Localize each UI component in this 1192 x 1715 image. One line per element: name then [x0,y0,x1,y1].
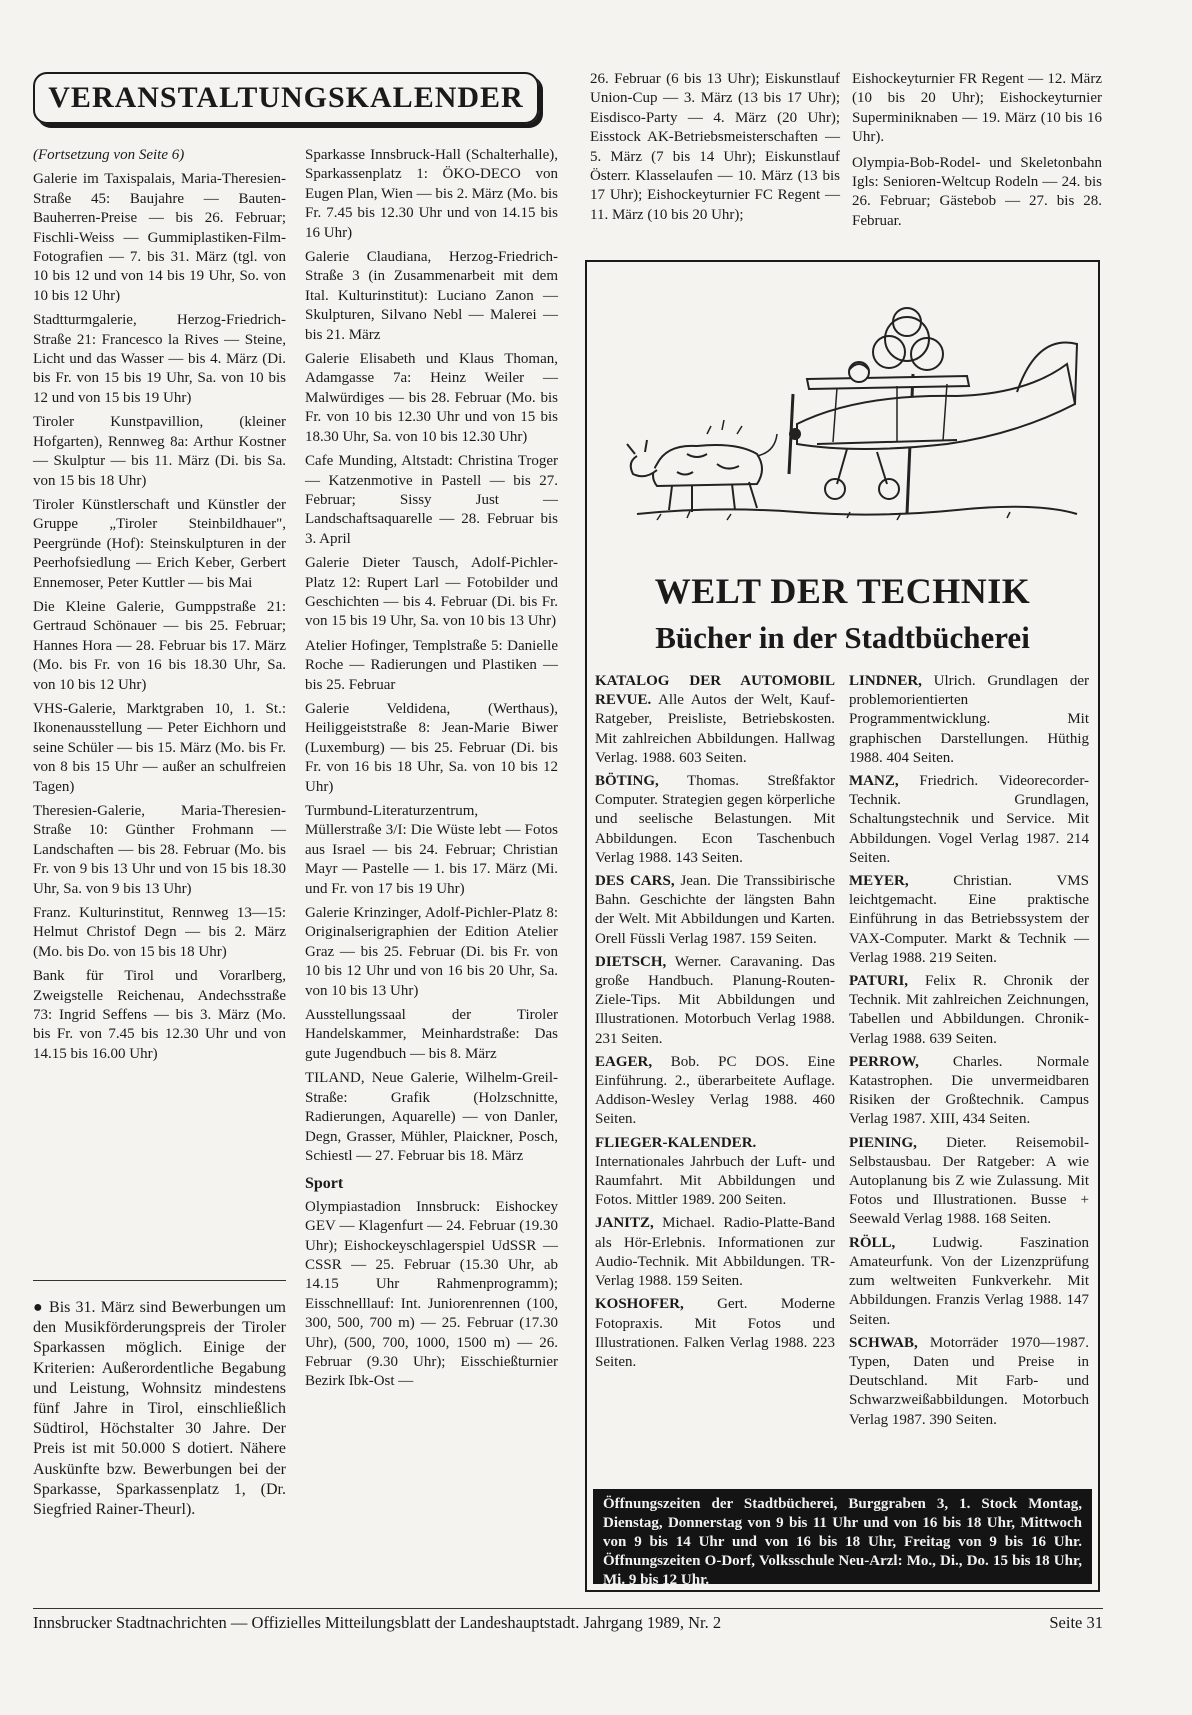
advert-subheadline: Bücher in der Stadtbücherei [655,620,1030,655]
calendar-entry: Theresien-Galerie, Maria-Theresien-Straße 10: Günther Frohmann — Landschaften — bis 28. Februar (Mo. bis Fr. von 9 bis 13 Uhr und von 15 bis 18.30 Uhr, Sa. von 9 bis 13 Uhr) [33,803,286,897]
footer-divider [33,1608,1103,1609]
book-description: Thomas. Streßfaktor Computer. Strategien gegen körperliche und seelische Belastungen. Mit Abbildungen. Econ Taschenbuch Verlag 1988. 143 Seiten. [595,773,835,866]
calendar-entry: Tiroler Künstlerschaft und Künstler der Gruppe „Tiroler Steinbildhauer", Peergründe (Hof): Steinskulpturen in der Peerhofsiedlung — Erich Keber, Gerbert Ennemoser, Peter Kuttler — bis Mai [33,496,286,591]
calendar-entry: VHS-Galerie, Marktgraben 10, 1. St.: Ikonenausstellung — Peter Eichhorn und seine Schüler — bis 15. März (Mo. bis Fr. von 8 bis 15 Uhr — außer an schulfreien Tagen) [33,700,286,795]
book-entry [849,1134,1089,1230]
calendar-entry: TILAND, Neue Galerie, Wilhelm-Greil-Straße: Grafik (Holzschnitte, Radierungen, Aquarelle) — von Danler, Degn, Grasser, Mühler, Plaickner, Posch, Schiestl — 27. Februar bis 18. März [305,1070,558,1164]
book-author: LINDNER, [849,673,922,689]
calendar-entry: Atelier Hofinger, Templstraße 5: Danielle Roche — Radierungen und Plastiken — bis 25. Februar [305,637,558,693]
book-author: KATALOG DER AUTOMOBIL REVUE. [595,673,835,709]
book-author: SCHWAB, [849,1334,918,1351]
column-divider [33,1280,286,1281]
book-entry [849,1234,1089,1330]
book-description: Motorräder 1970—1987. Typen, Daten und Preise in Deutschland. Mit Farb- und Schwarzweißabbildungen. Motorbuch Verlag 1987. 390 Seiten. [849,1334,1089,1428]
book-description: Bob. PC DOS. Eine Einführung. 2., überarbeitete Auflage. Addison-Wesley Verlag 1988. 460 Seiten. [595,1053,835,1128]
book-list-left [595,672,835,1376]
book-author: EAGER, [595,1053,653,1070]
book-entry [849,1334,1089,1430]
book-author: DIETSCH, [595,953,667,970]
book-entry [849,772,1089,868]
book-entry [849,1053,1089,1130]
book-entry [595,1214,835,1291]
book-author: RÖLL, [849,1234,896,1251]
calendar-entry: Cafe Munding, Altstadt: Christina Troger — Katzenmotive in Pastell — bis 27. Februar; Sissy Just — Landschaftsaquarelle — 28. Februar bis 3. April [305,453,558,547]
sport-entry: Olympia-Bob-Rodel- und Skeletonbahn Igls: Senioren-Weltcup Rodeln — 24. bis 26. Februar; Gästebob — 27. bis 28. Februar. [852,154,1102,229]
calendar-entry: Turmbund-Literaturzentrum, Müllerstraße 3/I: Die Wüste lebt — Fotos aus Israel — bis 24. Februar; Christian Mayr — Pastelle — 1. bis 17. März (Mi. und Fr. von 17 bis 19 Uhr) [305,803,558,897]
book-author: JANITZ, [595,1215,654,1232]
music-prize-notice [33,1298,286,1520]
calendar-entry: Ausstellungssaal der Tiroler Handelskammer, Meinhardstraße: Das gute Jugendbuch — bis 8. März [305,1007,558,1062]
sport-entry: 26. Februar (6 bis 13 Uhr); Eiskunstlauf Union-Cup — 3. März (13 bis 17 Uhr); Eisdisco-Party — 4. März (20 Uhr); Eisstock AK-Betriebsmeisterschaften — 5. März (7 bis 14 Uhr); Eiskunstlauf Österr. Klasselaufen — 10. März (13 bis 17 Uhr); Eishockeyturnier FC Regent — 11. März (10 bis 20 Uhr); [590,71,840,223]
book-author: PATURI, [849,973,909,990]
calendar-column-2 [305,146,558,1397]
calendar-entry: Stadtturmgalerie, Herzog-Friedrich-Straße 21: Francesco la Rives — Steine, Licht und das Wasser — bis 4. März (Di. bis Fr. von 15 bis 19 Uhr, Sa. von 10 bis 12 und von 15 bis 19 Uhr) [33,312,286,406]
library-advert [585,260,1100,1592]
book-description: Internationales Jahrbuch der Luft- und Raumfahrt. Mit Abbildungen und Fotos. Mittler 1989. 200 Seiten. [595,1153,835,1209]
calendar-entry: Galerie im Taxispalais, Maria-Theresien-Straße 45: Baujahre — Bauten-Bauherren-Preise — bis 26. Februar; Fischli-Weiss — Gummiplastiken-Film-Fotografien — 7. bis 31. März (tgl. von 10 bis 12 und von 14 bis 19 Uhr, So. von 10 bis 12 Uhr) [33,171,286,304]
book-author: MANZ, [849,773,899,790]
calendar-column-3 [590,70,840,231]
book-description: Werner. Caravaning. Das große Handbuch. Planung-Routen-Ziele-Tips. Mit Abbildungen und Illustrationen. Motorbuch Verlag 1988. 231 Seiten. [595,953,835,1047]
book-entry [849,972,1089,1049]
book-entry [595,953,835,1049]
book-description: Jean. Die Transsibirische Bahn. Geschichte der längsten Bahn der Welt. Mit Abbildungen und Karten. Orell Füssli Verlag 1987. 159 Seiten. [595,873,835,947]
continuation-note: (Fortsetzung von Seite 6) [33,147,185,163]
book-entry [595,672,835,768]
book-entry [849,672,1089,768]
book-author: PERROW, [849,1053,919,1070]
book-description: Friedrich. Videorecorder-Technik. Grundlagen, Schaltungstechnik und Service. Mit Abbildungen. Vogel Verlag 1987. 214 Seiten. [849,773,1090,866]
book-description: Dieter. Reisemobil-Selbstausbau. Der Ratgeber: A wie Autoplanung bis Z wie Zulassung. Mit Fotos und Illustrationen. Busse + Seewald Verlag 1988. 168 Seiten. [849,1134,1089,1228]
book-author: MEYER, [849,873,909,890]
sport-entry: Eishockeyturnier FR Regent — 12. März (10 bis 20 Uhr); Eishockeyturnier Superminiknaben — 19. März (10 bis 16 Uhr). [852,71,1102,146]
calendar-title-box [33,72,539,124]
calendar-entry: Galerie Krinzinger, Adolf-Pichler-Platz 8: Originalserigraphien der Edition Atelier Graz — bis 25. Februar (Di. bis Fr. von 10 bis 12 Uhr und von 16 bis 20 Uhr, Sa. von 10 bis 13 Uhr) [305,905,558,999]
book-list-right [849,672,1089,1434]
library-opening-hours: Öffnungszeiten der Stadtbücherei, Burggraben 3, 1. Stock Montag, Dienstag, Donnerstag von 9 bis 11 Uhr und von 16 bis 18 Uhr, Mittwoch von 9 bis 14 Uhr und von 16 bis 18 Uhr, Freitag von 9 bis 16 Uhr. Öffnungszeiten O-Dorf, Volksschule Neu-Arzl: Mo., Di., Do. 15 bis 18 Uhr, Mi. 9 bis 12 Uhr. [593,1489,1092,1584]
publication-line: Innsbrucker Stadtnachrichten — Offizielles Mitteilungsblatt der Landeshauptstadt. Jahrgang 1989, Nr. 2 [33,1613,722,1632]
calendar-entry: Die Kleine Galerie, Gumppstraße 21: Gertraud Schönauer — bis 25. Februar; Hannes Hora — 28. Februar bis 17. März (Mo. bis Fr. von 16 bis 18.30 Uhr, Sa. von 10 bis 12 Uhr) [33,598,286,693]
book-entry [595,1295,835,1372]
notice-text: ● Bis 31. März sind Bewerbungen um den Musikförderungspreis der Tiroler Sparkassen möglich. Einige der Kriterien: Außerordentliche Begabung und Leistung, Wohnsitz mindestens fünf Jahre in Tirol, einschließlich Südtirol, Höchstalter 30 Jahre. Der Preis ist mit 50.000 S dotiert. Nähere Auskünfte bzw. Bewerbungen bei der Sparkasse, Sparkassenplatz 1, (Dr. Siegfried Rainer-Theurl). [33,1299,286,1519]
book-author: KOSHOFER, [595,1296,684,1313]
calendar-column-4 [852,70,1102,237]
book-description: Alle Autos der Welt, Kauf-Ratgeber, Preisliste, Betriebskosten. Mit zahlreichen Abbildungen. Hallwag Verlag. 1988. 603 Seiten. [595,692,835,766]
book-author: PIENING, [849,1134,917,1151]
page-number: Seite 31 [1049,1613,1103,1632]
sport-entry: Olympiastadion Innsbruck: Eishockey GEV — Klagenfurt — 24. Februar (19.30 Uhr); Eishockeyschlagerspiel UdSSR — CSSR — 25. Februar (15.30 Uhr, ab 14.15 Uhr Rahmenprogramm); Eisschnelllauf: Int. Juniorenrennen (100, 300, 500, 700 m) — 25. Februar (17.30 Uhr), (500, 700, 1000, 1500 m) — 26. Februar (9.30 Uhr); Eisschießturnier Bezirk Ibk-Ost — [305,1198,558,1390]
book-author: BÖTING, [595,773,659,790]
page-footer [33,1613,1103,1633]
book-description: Charles. Normale Katastrophen. Die unvermeidbaren Risiken der Großtechnik. Campus Verlag 1987. XIII, 434 Seiten. [849,1053,1089,1128]
calendar-entry: Sparkasse Innsbruck-Hall (Schalterhalle), Sparkassenplatz 1: ÖKO-DECO von Eugen Plan, Wien — bis 2. März (Mo. bis Fr. 7.45 bis 12.30 Uhr und von 14.15 bis 16 Uhr) [305,147,558,241]
sport-heading: Sport [305,1175,344,1193]
advert-headline: WELT DER TECHNIK [654,571,1031,611]
book-description: Ulrich. Grundlagen der problemorientierten Programmentwicklung. Mit graphischen Darstellungen. Hüthig 1988. 404 Seiten. [849,673,1089,766]
book-author: DES CARS, [595,873,675,890]
book-description: Michael. Radio-Platte-Band als Hör-Erlebnis. Informationen zur Audio-Technik. Mit Abbildungen. TR-Verlag 1988. 159 Seiten. [595,1215,835,1290]
book-entry [595,772,835,868]
calendar-title: VERANSTALTUNGSKALENDER [48,81,524,114]
book-description: Ludwig. Faszination Amateurfunk. Von der Lizenzprüfung zum weltweiten Funkverkehr. Mit Abbildungen. Franzis Verlag 1988. 147 Seiten. [849,1234,1089,1328]
cow-airplane-cartoon [597,284,1090,534]
book-description: Gert. Moderne Fotopraxis. Mit Fotos und Illustrationen. Falken Verlag 1988. 223 Seiten. [595,1296,835,1370]
book-entry [595,1134,835,1211]
calendar-entry: Galerie Veldidena, (Werthaus), Heiliggeiststraße 8: Jean-Marie Biwer (Luxemburg) — bis 25. Februar (Di. bis Fr. von 16 bis 18 Uhr, Sa. von 10 bis 12 Uhr) [305,700,558,795]
book-description: Christian. VMS leichtgemacht. Eine praktische Einführung in das Betriebssystem der VAX-Computer. Markt & Technik — Verlag 1988. 219 Seiten. [849,873,1089,966]
calendar-entry: Bank für Tirol und Vorarlberg, Zweigstelle Reichenau, Andechsstraße 73: Ingrid Seffens — bis 3. März (Mo. bis Fr. von 7.45 bis 12.30 Uhr und von 14.15 bis 16.00 Uhr) [33,968,286,1062]
book-entry [849,872,1089,968]
calendar-entry: Franz. Kulturinstitut, Rennweg 13—15: Helmut Christof Degn — bis 2. März (Mo. bis Do. von 15 bis 18 Uhr) [33,905,286,960]
calendar-entry: Tiroler Kunstpavillion, (kleiner Hofgarten), Rennweg 8a: Arthur Kostner — Skulptur — bis 11. März (Di. bis Sa. von 15 bis 18 Uhr) [33,414,286,489]
calendar-column-1 [33,146,286,1069]
calendar-entry: Galerie Dieter Tausch, Adolf-Pichler-Platz 12: Rupert Larl — Fotobilder und Geschichten — bis 4. Februar (Di. bis Fr. von 15 bis 19 Uhr, Sa. von 10 bis 13 Uhr) [305,555,558,630]
book-entry [595,872,835,949]
book-entry [595,1053,835,1130]
calendar-entry: Galerie Claudiana, Herzog-Friedrich-Straße 3 (in Zusammenarbeit mit dem Ital. Kulturinstitut): Luciano Zanon — Skulpturen, Silvano Nebl — Malerei — bis 21. März [305,249,558,343]
book-author: FLIEGER-KALENDER. [595,1134,757,1151]
calendar-entry: Galerie Elisabeth und Klaus Thoman, Adamgasse 7a: Heinz Weiler — Malwürdiges — bis 28. Februar (Mo. bis Fr. von 10 bis 12.30 Uhr und von 15 bis 18.30 Uhr, Sa. von 10 bis 12.30 Uhr) [305,351,558,445]
book-description: Felix R. Chronik der Technik. Mit zahlreichen Zeichnungen, Tabellen und Abbildungen. Chronik-Verlag 1988. 639 Seiten. [849,973,1089,1047]
